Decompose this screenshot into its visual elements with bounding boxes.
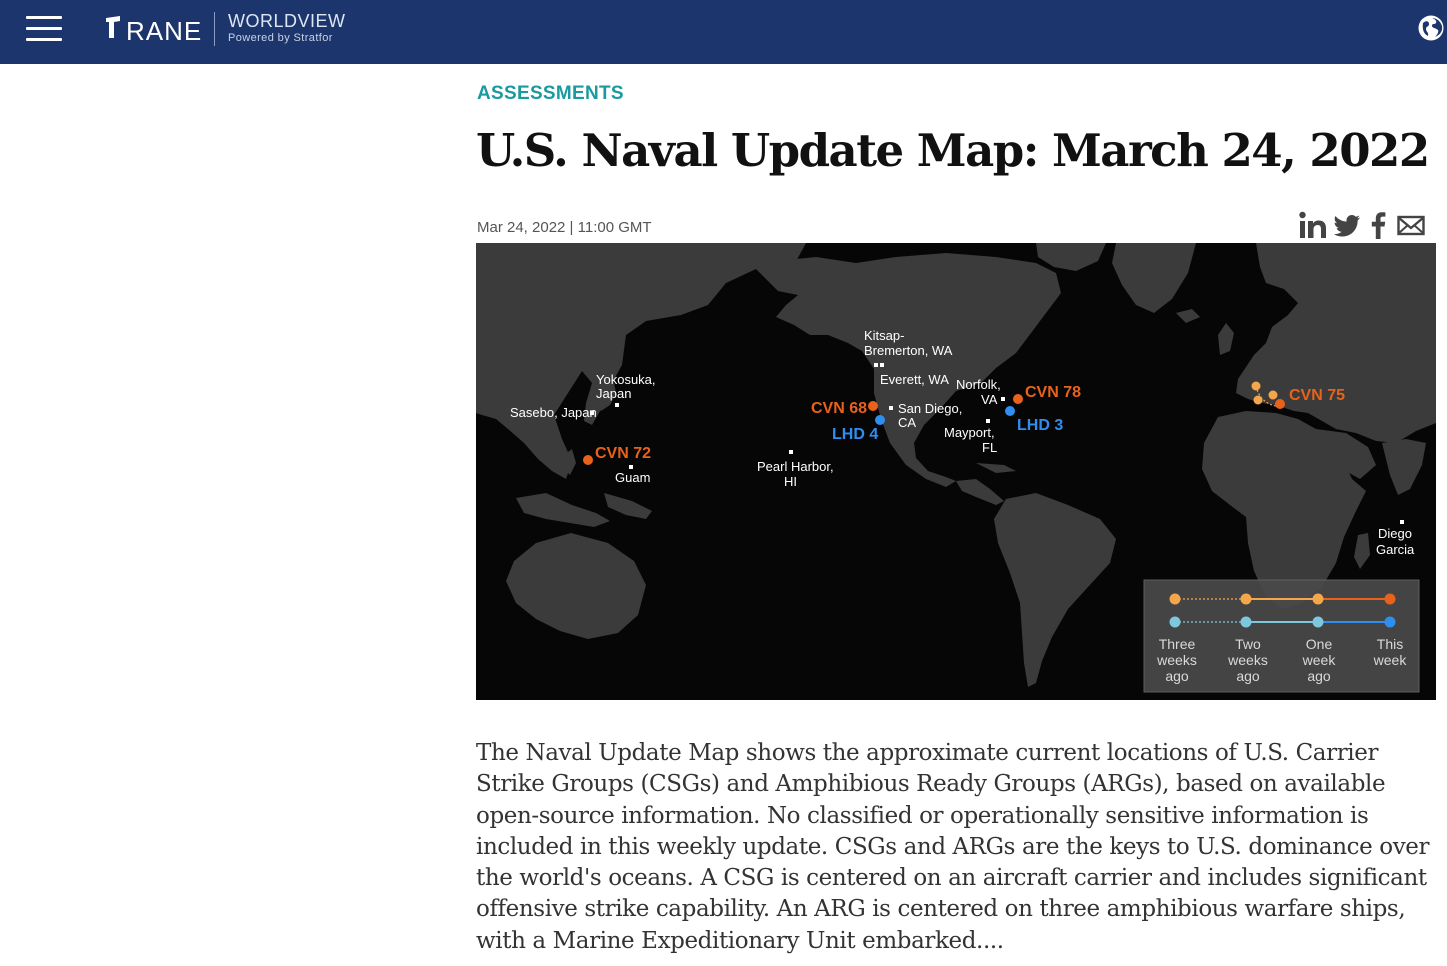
article-category[interactable]: ASSESSMENTS: [477, 83, 624, 104]
norfolk-label: Norfolk, VA: [956, 377, 1001, 407]
mayport-label: Mayport, FL: [944, 425, 998, 455]
cvn68-label: CVN 68: [811, 400, 868, 417]
sasebo-label: Sasebo, Japan: [510, 405, 597, 420]
rane-logo-mark-icon: [106, 16, 122, 38]
cvn75-three-weeks-marker: [1252, 382, 1261, 391]
email-icon[interactable]: [1397, 210, 1425, 240]
powered-by-text: Powered by Stratfor: [228, 32, 333, 44]
legend-one-week-ago: One week ago: [1302, 636, 1336, 684]
cvn72-label: CVN 72: [595, 445, 652, 462]
article-dateline: Mar 24, 2022 | 11:00 GMT: [477, 219, 652, 236]
legend-two-weeks-ago: Two weeks ago: [1228, 636, 1268, 684]
cvn75-marker[interactable]: [1275, 399, 1285, 409]
naval-update-map[interactable]: [476, 243, 1436, 700]
diego-garcia-label: Diego Garcia: [1376, 526, 1415, 557]
facebook-icon[interactable]: [1369, 210, 1387, 240]
cvn75-label: CVN 75: [1289, 387, 1346, 404]
marker-norfolk: [1001, 397, 1005, 401]
lhd3-marker[interactable]: [1005, 406, 1015, 416]
marker-san-diego: [889, 406, 893, 410]
marker-diego-garcia: [1400, 520, 1404, 524]
san-diego-label: San Diego, CA: [898, 401, 963, 430]
cvn75-one-week-marker: [1269, 391, 1278, 400]
twitter-icon[interactable]: [1333, 210, 1361, 240]
top-navigation-bar: [0, 0, 1447, 64]
legend-this-week: This week: [1373, 636, 1407, 668]
cvn72-marker[interactable]: [583, 455, 593, 465]
marker-kitsap-2: [880, 363, 884, 367]
product-name: WORLDVIEW: [228, 11, 346, 31]
lhd3-label: LHD 3: [1017, 417, 1064, 434]
hamburger-menu-icon[interactable]: [26, 15, 64, 45]
yokosuka-label: Yokosuka, Japan: [596, 372, 656, 401]
cvn75-two-weeks-marker: [1254, 396, 1263, 405]
globe-icon[interactable]: [1417, 14, 1445, 42]
marker-pearl-harbor: [789, 450, 793, 454]
kitsap-label: Kitsap-Bremerton, WA: [864, 328, 953, 358]
legend-three-weeks-ago: Three weeks ago: [1157, 636, 1197, 684]
world-map-graphic: [476, 243, 1436, 700]
logo-divider: [214, 12, 215, 46]
marker-mayport: [986, 419, 990, 423]
cvn78-label: CVN 78: [1025, 384, 1082, 401]
map-legend: [1144, 580, 1419, 692]
marker-kitsap: [874, 363, 878, 367]
pearl-harbor-label: Pearl Harbor, HI: [757, 459, 834, 489]
cvn68-marker[interactable]: [868, 401, 878, 411]
everett-label: Everett, WA: [880, 372, 949, 387]
lhd4-label: LHD 4: [832, 426, 879, 443]
marker-yokosuka: [615, 403, 619, 407]
article-body: The Naval Update Map shows the approximate current locations of U.S. Carrier Strike Groups (CSGs) and Amphibious Ready Groups (ARGs), based on available open-source information. No classified or operationally sensitive information is included in this weekly update. CSGs and ARGs are the keys to U.S. dominance over the world's oceans. A CSG is centered on an aircraft carrier and includes significant offensive strike capability. An ARG is centered on three amphibious warfare ships, with a Marine Expeditionary Unit embarked....: [476, 740, 1430, 954]
article-title: U.S. Naval Update Map: March 24, 2022: [476, 124, 1429, 177]
marker-guam: [629, 465, 633, 469]
guam-label: Guam: [615, 470, 651, 485]
lhd4-marker[interactable]: [875, 415, 885, 425]
linkedin-icon[interactable]: [1299, 210, 1327, 240]
cvn78-marker[interactable]: [1013, 394, 1023, 404]
brand-name: RANE: [126, 16, 203, 46]
